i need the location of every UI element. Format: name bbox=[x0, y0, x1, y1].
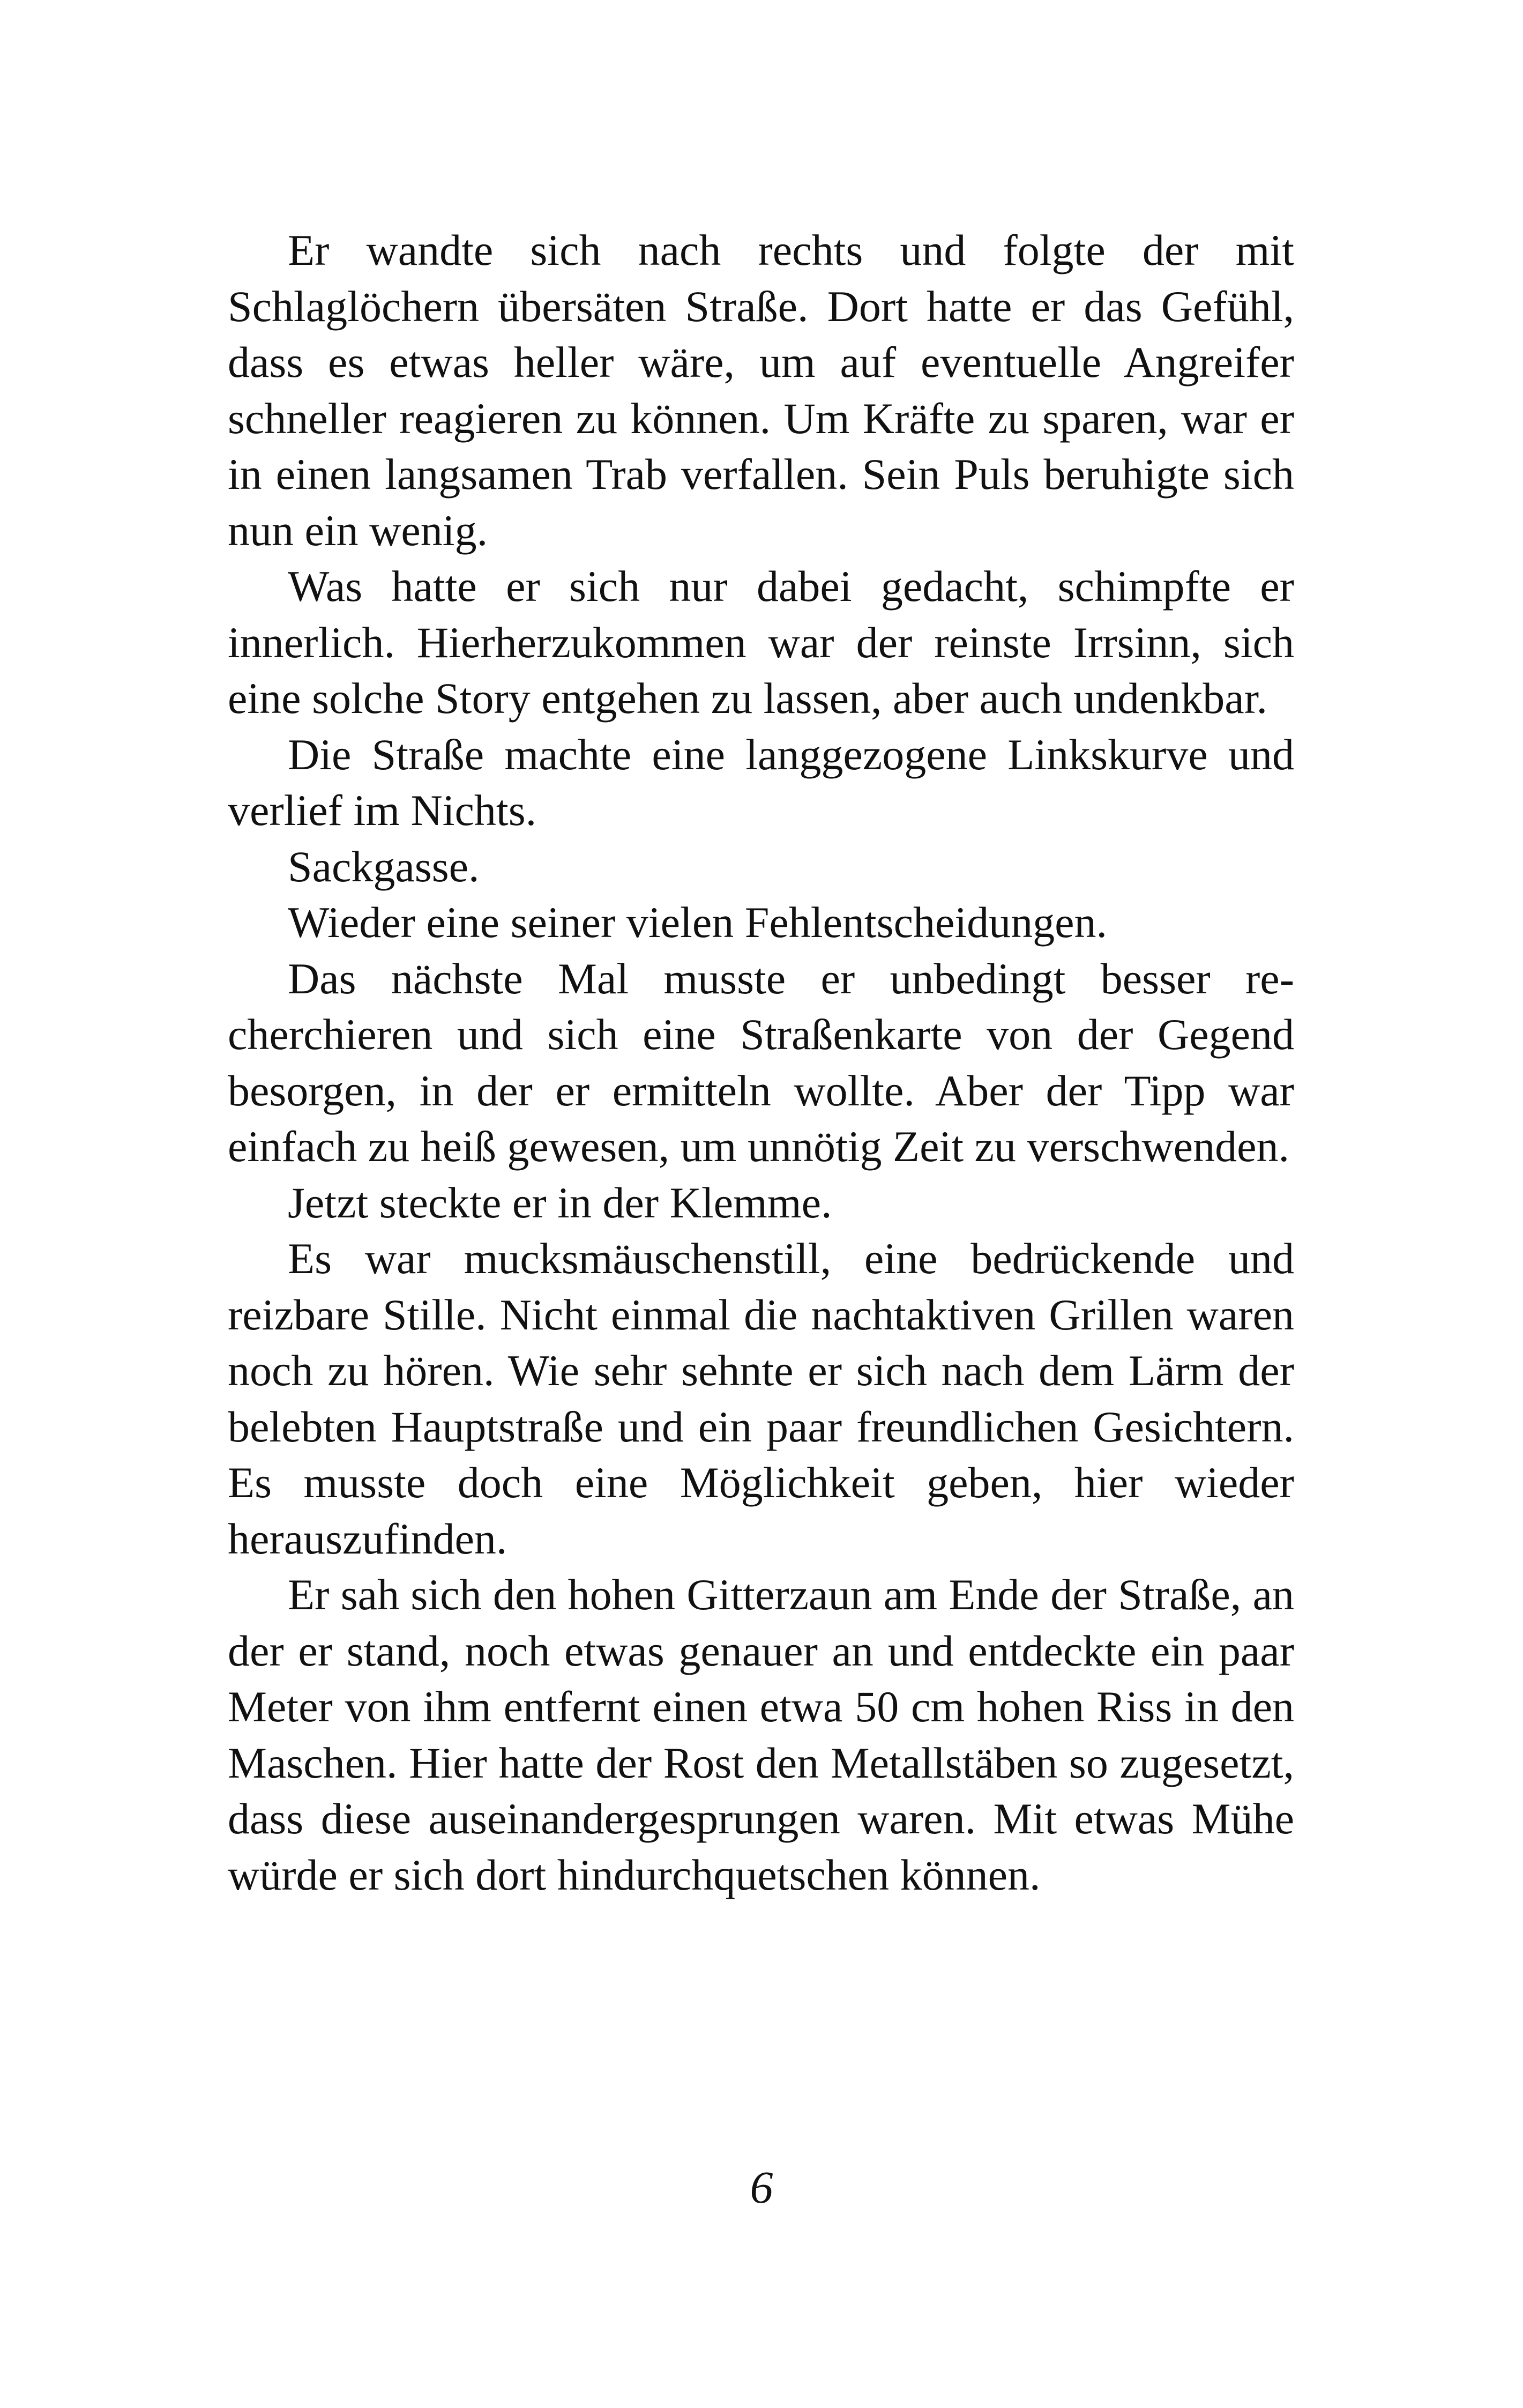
paragraph: Die Straße machte eine langgezogene Linkskurve und verlief im Nichts. bbox=[228, 730, 1294, 835]
paragraph: Das nächste Mal musste er unbedingt besser recherchieren und sich eine Straßenkarte von der Gegend besorgen, in der er ermitteln wollte. Aber der Tipp war einfach zu heiß gewesen, um unnötig Zeit zu verschwenden. bbox=[228, 954, 1294, 1171]
paragraph: Jetzt steckte er in der Klemme. bbox=[288, 1178, 832, 1227]
body-text bbox=[228, 222, 1294, 1903]
paragraph: Er wandte sich nach rechts und folgte der mit Schlaglöchern übersäten Straße. Dort hatte er das Gefühl, dass es etwas heller wäre, um auf eventuelle Angreifer schneller reagieren zu können. Um Kräfte zu sparen, war er in einen langsamen Trab verfallen. Sein Puls beruhigte sich nun ein wenig. bbox=[228, 226, 1294, 555]
paragraph: Er sah sich den hohen Gitterzaun am Ende der Straße, an der er stand, noch etwas genauer an und entdeckte ein paar Meter von ihm entfernt einen etwa 50 cm hohen Riss in den Maschen. Hier hatte der Rost den Metallstäben so zugesetzt, dass diese auseinandergesprungen waren. Mit etwas Mühe würde er sich dort hindurchquetschen können. bbox=[228, 1570, 1294, 1899]
paragraph: Wieder eine seiner vielen Fehlentscheidungen. bbox=[288, 898, 1108, 947]
page-number: 6 bbox=[750, 2161, 773, 2213]
paragraph: Sackgasse. bbox=[288, 842, 480, 891]
paragraph: Was hatte er sich nur dabei gedacht, schimpfte er innerlich. Hierherzukommen war der reinste Irrsinn, sich eine solche Story entgehen zu lassen, aber auch undenkbar. bbox=[228, 562, 1294, 723]
paragraph: Es war mucksmäuschenstill, eine bedrückende und reizbare Stille. Nicht einmal die nachtaktiven Grillen waren noch zu hören. Wie sehr sehnte er sich nach dem Lärm der belebten Hauptstraße und ein paar freundlichen Gesichtern. Es musste doch eine Möglichkeit geben, hier wieder herauszufinden. bbox=[228, 1234, 1294, 1563]
